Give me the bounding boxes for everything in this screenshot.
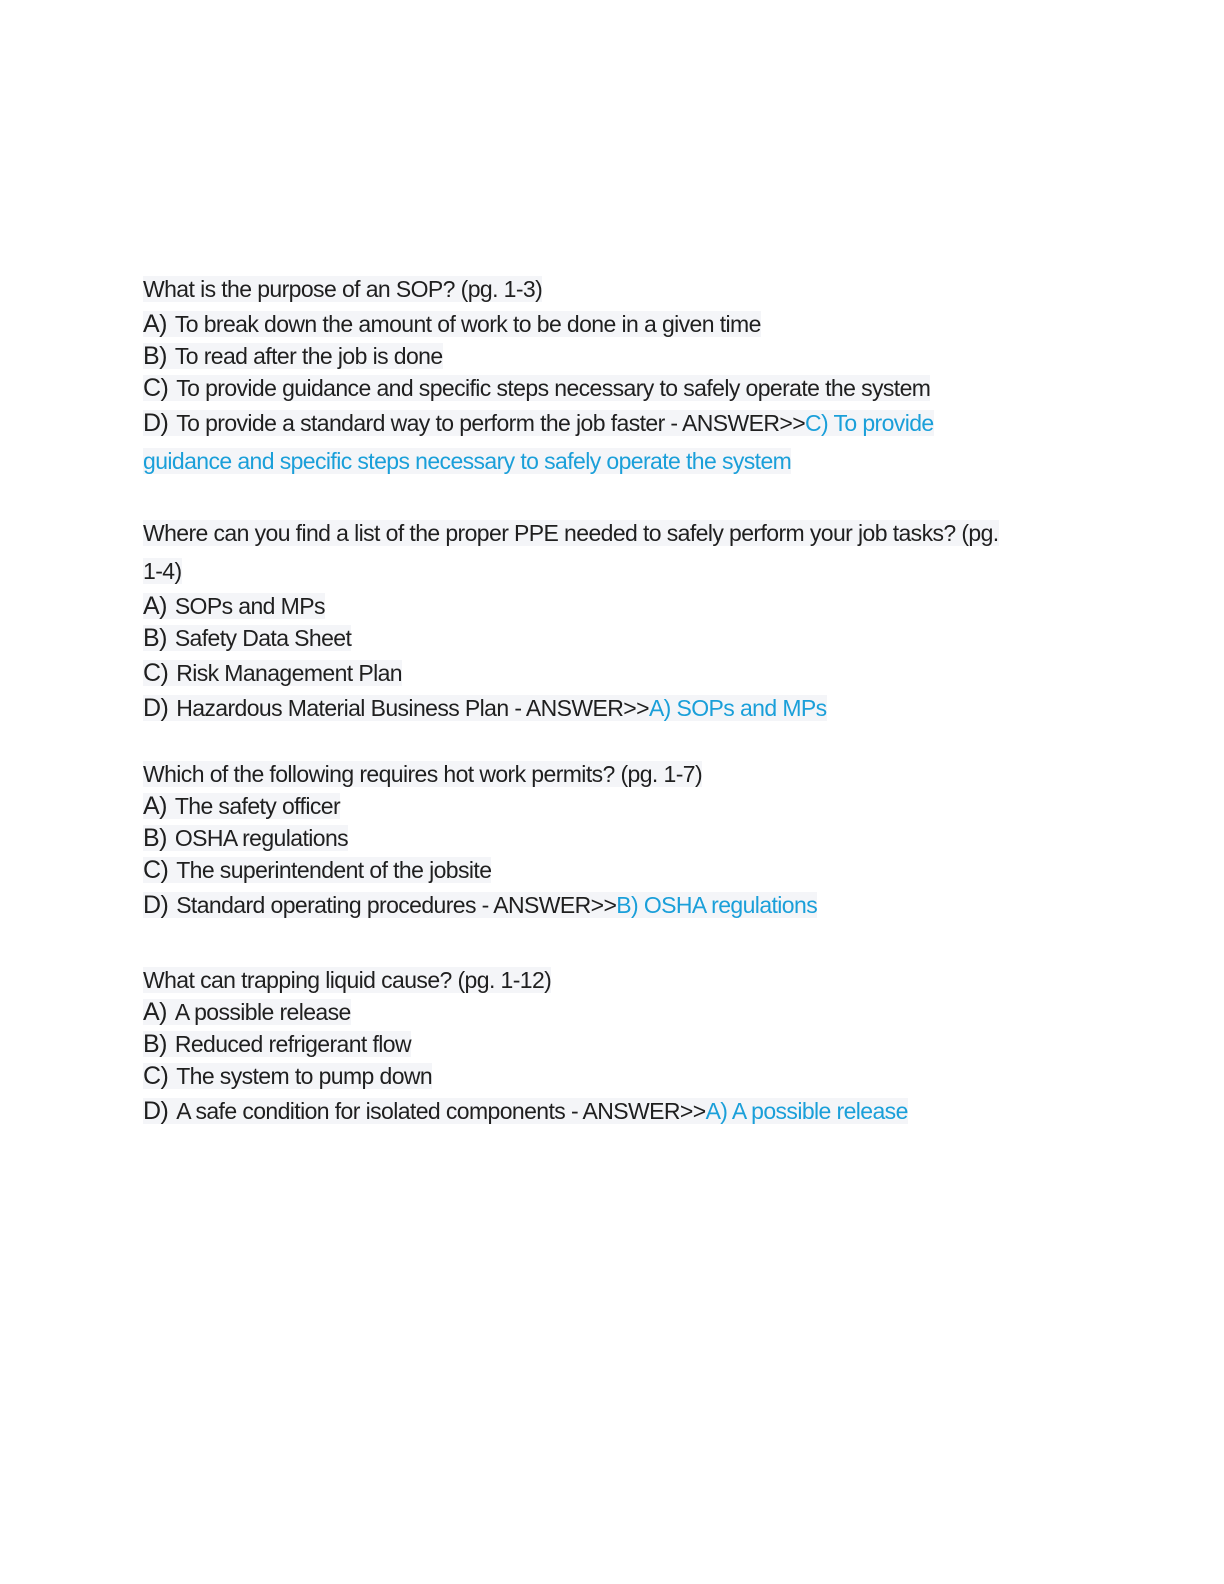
option-letter: B) bbox=[143, 824, 167, 852]
option-a bbox=[143, 590, 1023, 622]
option-letter: B) bbox=[143, 1030, 167, 1058]
option-d bbox=[143, 692, 1023, 724]
option-a bbox=[143, 996, 1023, 1028]
answer-text: A) A possible release bbox=[705, 1098, 908, 1124]
option-text: Hazardous Material Business Plan - ANSWER>> bbox=[176, 695, 649, 721]
option-text: SOPs and MPs bbox=[174, 593, 325, 619]
question-text: Where can you find a list of the proper PPE needed to safely perform your job tasks? (pg. 1-4) bbox=[143, 520, 999, 584]
option-letter: C) bbox=[143, 659, 169, 687]
answer-text: C) To provide guidance and specific steps necessary to safely operate the system bbox=[143, 410, 934, 474]
option-b bbox=[143, 340, 1023, 372]
option-b bbox=[143, 1028, 1023, 1060]
document-page bbox=[143, 270, 1023, 1160]
option-text: Standard operating procedures - ANSWER>> bbox=[176, 892, 617, 918]
option-text: To read after the job is done bbox=[174, 343, 443, 369]
option-c bbox=[143, 854, 1023, 886]
option-letter: D) bbox=[143, 891, 169, 919]
option-letter: C) bbox=[143, 856, 169, 884]
option-c bbox=[143, 372, 1023, 404]
question-text: What can trapping liquid cause? (pg. 1-12) bbox=[143, 967, 552, 993]
option-text: To provide guidance and specific steps necessary to safely operate the system bbox=[176, 375, 931, 401]
question-block bbox=[143, 758, 1023, 924]
option-letter: D) bbox=[143, 1097, 169, 1125]
option-d bbox=[143, 1092, 1023, 1130]
option-c bbox=[143, 1060, 1023, 1092]
option-text: To provide a standard way to perform the job faster - ANSWER>> bbox=[176, 410, 806, 436]
option-text: Reduced refrigerant flow bbox=[174, 1031, 411, 1057]
option-text: OSHA regulations bbox=[174, 825, 349, 851]
question-text: What is the purpose of an SOP? (pg. 1-3) bbox=[143, 276, 543, 302]
option-letter: A) bbox=[143, 792, 167, 820]
option-text: The system to pump down bbox=[176, 1063, 433, 1089]
option-letter: A) bbox=[143, 592, 167, 620]
answer-text: A) SOPs and MPs bbox=[648, 695, 827, 721]
option-text: Safety Data Sheet bbox=[174, 625, 352, 651]
option-letter: B) bbox=[143, 624, 167, 652]
option-text: The superintendent of the jobsite bbox=[176, 857, 492, 883]
option-d bbox=[143, 886, 1023, 924]
option-letter: B) bbox=[143, 342, 167, 370]
question-block bbox=[143, 964, 1023, 1130]
answer-text: B) OSHA regulations bbox=[616, 892, 818, 918]
option-text: Risk Management Plan bbox=[176, 660, 402, 686]
option-text: A possible release bbox=[174, 999, 351, 1025]
question-block bbox=[143, 270, 1023, 480]
option-text: The safety officer bbox=[174, 793, 341, 819]
option-letter: A) bbox=[143, 310, 167, 338]
option-b bbox=[143, 822, 1023, 854]
option-a bbox=[143, 790, 1023, 822]
question-text: Which of the following requires hot work permits? (pg. 1-7) bbox=[143, 761, 703, 787]
option-c bbox=[143, 654, 1023, 692]
option-letter: C) bbox=[143, 1062, 169, 1090]
option-text: To break down the amount of work to be done in a given time bbox=[174, 311, 761, 337]
option-letter: D) bbox=[143, 694, 169, 722]
option-d bbox=[143, 404, 1023, 480]
option-letter: A) bbox=[143, 998, 167, 1026]
option-letter: D) bbox=[143, 409, 169, 437]
option-b bbox=[143, 622, 1023, 654]
option-a bbox=[143, 308, 1023, 340]
option-letter: C) bbox=[143, 374, 169, 402]
option-text: A safe condition for isolated components - ANSWER>> bbox=[176, 1098, 706, 1124]
question-block bbox=[143, 514, 1023, 724]
